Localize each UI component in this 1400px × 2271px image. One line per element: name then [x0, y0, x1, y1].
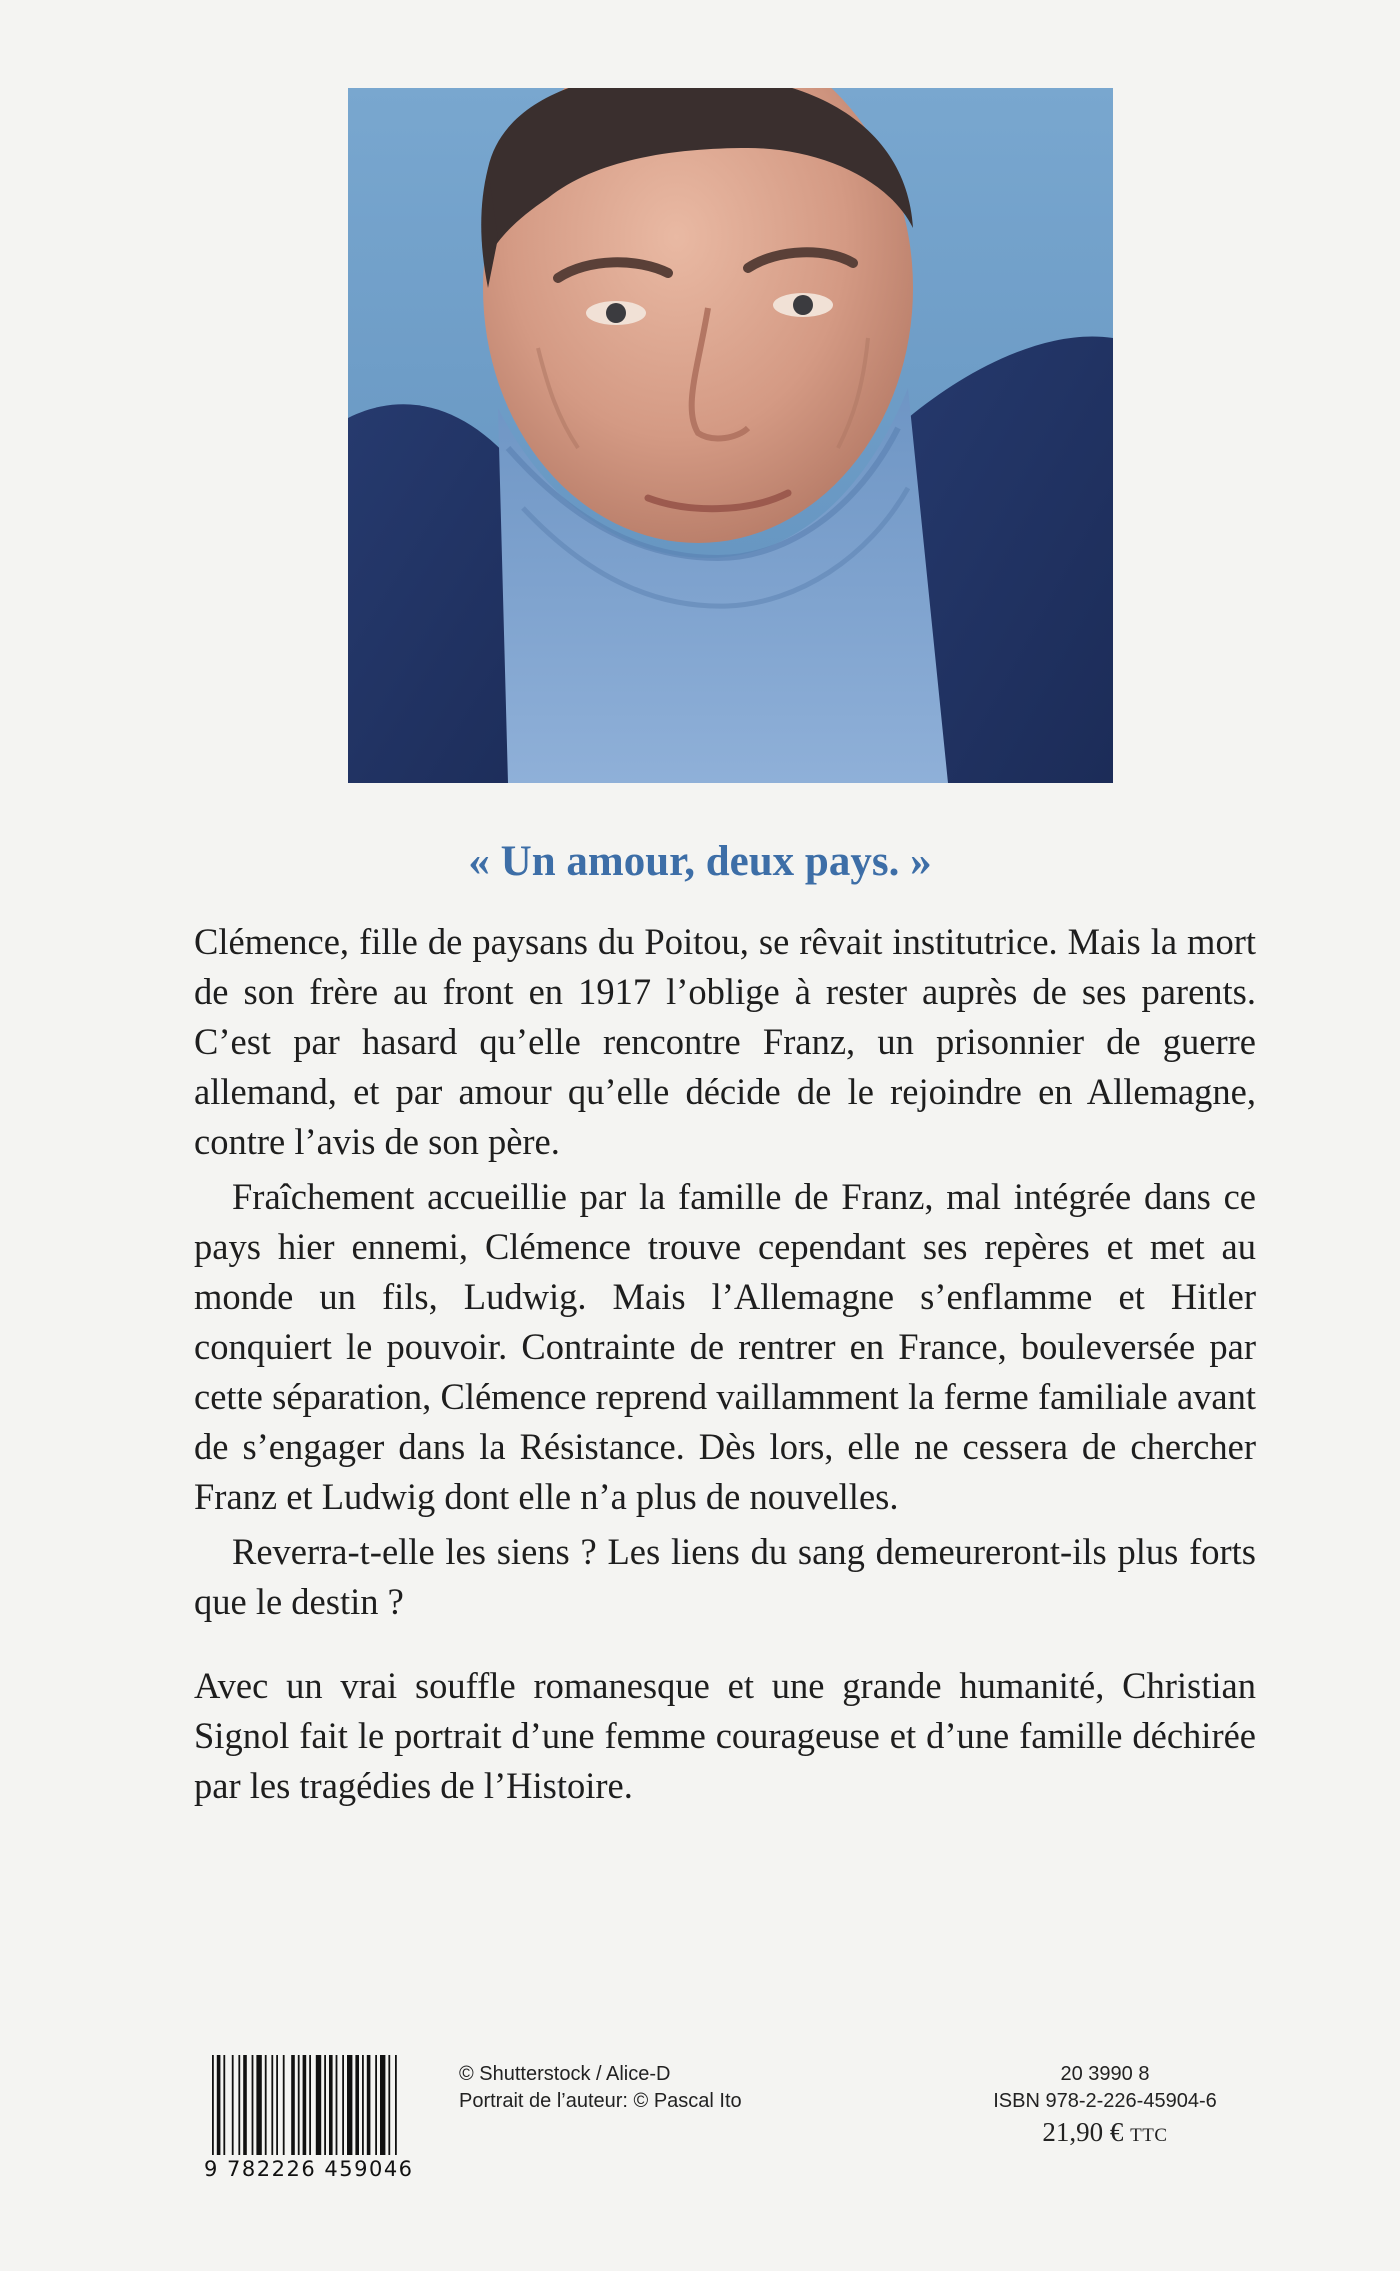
tagline: « Un amour, deux pays. » [468, 838, 932, 885]
barcode-digits: 9 782226 459046 [204, 2157, 414, 2181]
photo-credits [459, 2061, 742, 2115]
barcode-bar [252, 2055, 254, 2155]
price-suffix: TTC [1130, 2125, 1168, 2146]
barcode-bar [303, 2055, 307, 2155]
barcode-bar [238, 2055, 240, 2155]
barcode-bar [309, 2055, 311, 2155]
barcode-bar [347, 2055, 352, 2155]
barcode-bar [316, 2055, 321, 2155]
synopsis [194, 917, 1256, 1816]
barcode-bar [265, 2055, 267, 2155]
product-code: 20 3990 8 [1060, 2063, 1150, 2085]
synopsis-paragraph-2: Fraîchement accueillie par la famille de Franz, mal intégrée dans ce pays hier ennemi, Clémence trouve cependant ses repères et met au monde un fils, Ludwig. Mais l’Allemagne s’enflamme et Hitler conquiert le pouvoir. Contrainte de rentrer en France, bouleversée par cette séparation, Clémence reprend vaillamment la ferme familiale avant de s’engager dans la Résistance. Dès lors, elle ne cessera de chercher Franz et Ludwig dont elle n’a plus de nouvelles. [194, 1176, 1256, 1517]
barcode-bar [342, 2055, 344, 2155]
barcode-bar [380, 2055, 385, 2155]
barcode-bar [243, 2055, 247, 2155]
barcode-bar [336, 2055, 338, 2155]
cover-credit: © Shutterstock / Alice-D [459, 2063, 671, 2085]
barcode-bar [324, 2055, 326, 2155]
barcode-bar [256, 2055, 261, 2155]
isbn: ISBN 978-2-226-45904-6 [993, 2090, 1217, 2112]
barcode-bar [283, 2055, 285, 2155]
barcode-bar [232, 2055, 234, 2155]
barcode-bar [217, 2055, 221, 2155]
barcode-bar [276, 2055, 278, 2155]
synopsis-paragraph-1: Clémence, fille de paysans du Poitou, se rêvait institutrice. Mais la mort de son frère au front en 1917 l’oblige à rester auprès de ses parents. C’est par hasard qu’elle rencontre Franz, un prisonnier de guerre allemand, et par amour qu’elle décide de le rejoindre en Allemagne, contre l’avis de son père. [194, 921, 1256, 1162]
synopsis-paragraph-4: Avec un vrai souffle romanesque et une grande humanité, Christian Signol fait le portrait d’une femme courageuse et d’une famille déchirée par les tragédies de l’Histoire. [194, 1665, 1256, 1806]
barcode-bar [212, 2055, 214, 2155]
author-portrait [348, 88, 1113, 783]
barcode-bar [271, 2055, 273, 2155]
barcode-bar [355, 2055, 359, 2155]
barcode-bar [388, 2055, 390, 2155]
portrait-credit: Portrait de l’auteur: © Pascal Ito [459, 2090, 742, 2112]
barcode-bar [298, 2055, 300, 2155]
barcode-bar [367, 2055, 371, 2155]
barcode-bar [329, 2055, 333, 2155]
price [940, 2119, 1270, 2149]
synopsis-paragraph-3: Reverra-t-elle les siens ? Les liens du sang demeureront-ils plus forts que le destin ? [194, 1531, 1256, 1622]
publication-info [940, 2061, 1270, 2149]
barcode-bar [223, 2055, 225, 2155]
barcode-bar [395, 2055, 397, 2155]
barcode-bar [362, 2055, 364, 2155]
barcode-bar [375, 2055, 377, 2155]
barcode-bar [291, 2055, 295, 2155]
price-value: 21,90 € [1042, 2117, 1124, 2147]
